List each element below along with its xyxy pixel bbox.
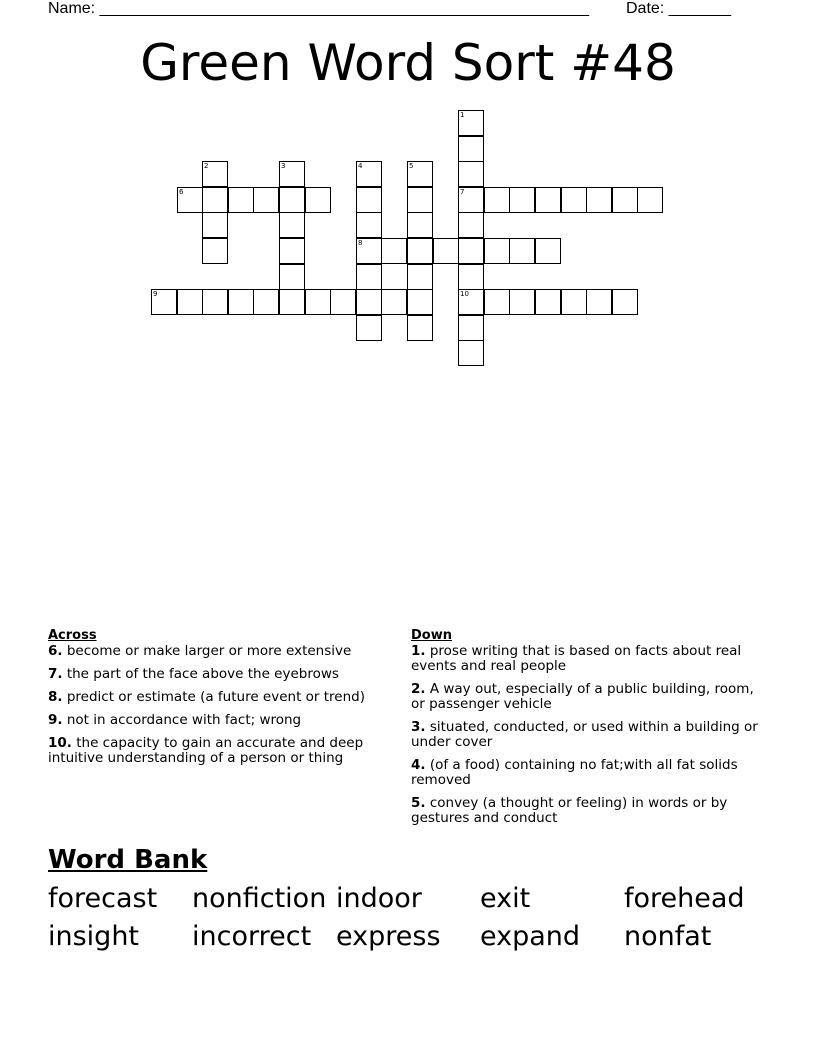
grid-cell[interactable] [253, 187, 279, 213]
across-heading: Across [48, 628, 97, 643]
grid-cell[interactable] [202, 187, 228, 213]
grid-cell[interactable] [381, 289, 407, 315]
clue-down-4: 4. (of a food) containing no fat;with all fat solids removed [411, 757, 738, 788]
across-clues [48, 628, 398, 774]
clue-down-1: 1. prose writing that is based on facts about real events and real people [411, 643, 742, 674]
clue-number: 9 [153, 290, 158, 298]
grid-cell[interactable] [228, 289, 254, 315]
word-bank-item: nonfiction [192, 883, 327, 914]
grid-cell[interactable] [253, 289, 279, 315]
down-heading: Down [411, 628, 452, 643]
grid-cell[interactable] [202, 289, 228, 315]
clue-number: 5 [409, 162, 414, 170]
grid-cell[interactable] [305, 187, 331, 213]
clue-across-9: 9. not in accordance with fact; wrong [48, 712, 302, 728]
clue-number: 7 [460, 188, 465, 196]
grid-cell[interactable] [458, 187, 484, 213]
grid-cell[interactable] [458, 161, 484, 187]
grid-cell[interactable] [561, 187, 587, 213]
grid-cell[interactable] [407, 187, 433, 213]
clue-number: 1 [460, 111, 465, 119]
grid-cell[interactable] [458, 136, 484, 162]
grid-cell[interactable] [279, 187, 305, 213]
grid-cell[interactable] [458, 238, 484, 264]
grid-cell[interactable] [509, 289, 535, 315]
grid-cell[interactable] [407, 161, 433, 187]
grid-cell[interactable] [305, 289, 331, 315]
grid-cell[interactable] [484, 289, 510, 315]
grid-cell[interactable] [458, 264, 484, 290]
grid-cell[interactable] [356, 212, 382, 238]
grid-cell[interactable] [228, 187, 254, 213]
clue-across-7: 7. the part of the face above the eyebrows [48, 666, 339, 682]
grid-cell[interactable] [458, 212, 484, 238]
word-bank [48, 880, 768, 956]
grid-cell[interactable] [381, 238, 407, 264]
grid-cell[interactable] [509, 187, 535, 213]
word-bank-title: Word Bank [48, 845, 208, 875]
grid-cell[interactable] [202, 238, 228, 264]
grid-cell[interactable] [356, 289, 382, 315]
grid-cell[interactable] [407, 289, 433, 315]
clue-across-8: 8. predict or estimate (a future event or trend) [48, 689, 366, 705]
clue-down-5: 5. convey (a thought or feeling) in words or by gestures and conduct [411, 795, 728, 826]
grid-cell[interactable] [407, 264, 433, 290]
grid-cell[interactable] [612, 187, 638, 213]
grid-cell[interactable] [202, 161, 228, 187]
clue-across-6: 6. become or make larger or more extensive [48, 643, 352, 659]
grid-cell[interactable] [637, 187, 663, 213]
grid-cell[interactable] [535, 289, 561, 315]
grid-cell[interactable] [356, 315, 382, 341]
grid-cell[interactable] [535, 238, 561, 264]
grid-cell[interactable] [612, 289, 638, 315]
word-bank-item: nonfat [624, 921, 712, 952]
word-bank-item: expand [480, 921, 581, 952]
word-bank-item: incorrect [192, 921, 312, 952]
grid-cell[interactable] [509, 238, 535, 264]
grid-cell[interactable] [458, 289, 484, 315]
grid-cell[interactable] [484, 238, 510, 264]
down-clues [411, 628, 761, 834]
word-bank-item: exit [480, 883, 531, 914]
clue-number: 6 [179, 188, 184, 196]
clue-number: 3 [281, 162, 286, 170]
date-field[interactable]: Date: _______ [626, 0, 731, 17]
name-field[interactable]: Name: _______________________________________________________ [48, 0, 589, 17]
grid-cell[interactable] [433, 238, 459, 264]
grid-cell[interactable] [586, 187, 612, 213]
clue-number: 4 [358, 162, 363, 170]
grid-cell[interactable] [279, 212, 305, 238]
grid-cell[interactable] [202, 212, 228, 238]
grid-cell[interactable] [458, 340, 484, 366]
grid-cell[interactable] [177, 187, 203, 213]
grid-cell[interactable] [279, 161, 305, 187]
page-title: Green Word Sort #48 [140, 34, 676, 92]
grid-cell[interactable] [177, 289, 203, 315]
grid-cell[interactable] [279, 264, 305, 290]
grid-cell[interactable] [586, 289, 612, 315]
grid-cell[interactable] [356, 187, 382, 213]
clue-down-3: 3. situated, conducted, or used within a building or under cover [411, 719, 758, 750]
grid-cell[interactable] [407, 212, 433, 238]
grid-cell[interactable] [458, 110, 484, 136]
grid-cell[interactable] [279, 289, 305, 315]
grid-cell[interactable] [458, 315, 484, 341]
clue-number: 2 [204, 162, 209, 170]
clue-number: 10 [460, 290, 469, 298]
word-bank-item: forecast [48, 883, 158, 914]
word-bank-item: indoor [336, 883, 422, 914]
crossword-grid [0, 0, 816, 420]
grid-cell[interactable] [151, 289, 177, 315]
grid-cell[interactable] [356, 161, 382, 187]
grid-cell[interactable] [356, 238, 382, 264]
grid-cell[interactable] [535, 187, 561, 213]
grid-cell[interactable] [561, 289, 587, 315]
word-bank-item: forehead [624, 883, 745, 914]
grid-cell[interactable] [484, 187, 510, 213]
clue-down-2: 2. A way out, especially of a public building, room, or passenger vehicle [411, 681, 754, 712]
grid-cell[interactable] [330, 289, 356, 315]
word-bank-item: insight [48, 921, 140, 952]
grid-cell[interactable] [279, 238, 305, 264]
grid-cell[interactable] [356, 264, 382, 290]
word-bank-item: express [336, 921, 441, 952]
grid-cell[interactable] [407, 315, 433, 341]
grid-cell[interactable] [407, 238, 433, 264]
clue-across-10: 10. the capacity to gain an accurate and deep intuitive understanding of a person or thing [48, 735, 364, 766]
clue-number: 8 [358, 239, 363, 247]
